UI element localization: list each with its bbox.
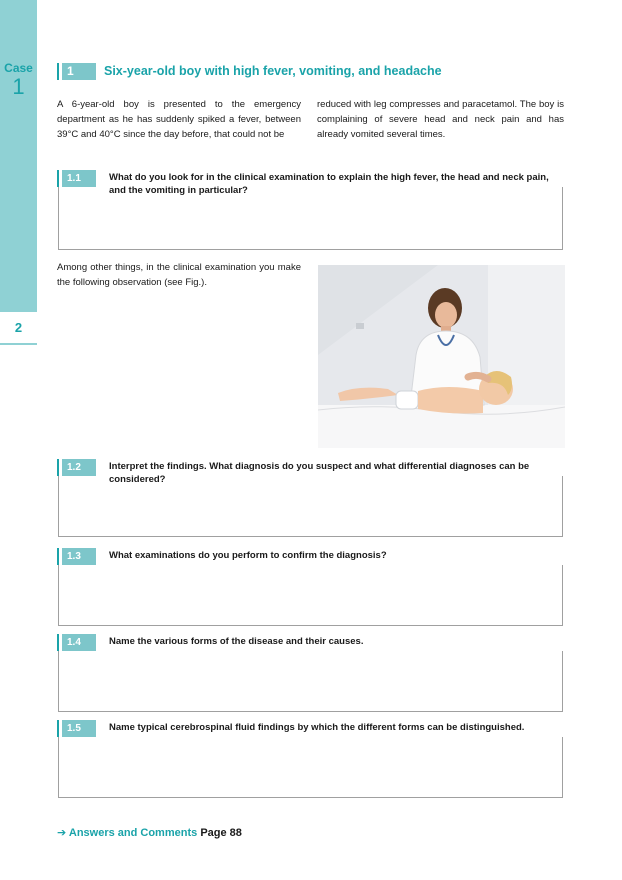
case-label: Case	[4, 61, 33, 75]
accent-bar	[57, 548, 59, 565]
clinical-photo-illustration	[318, 265, 565, 448]
answers-link-text: Answers and Comments	[68, 827, 198, 839]
answers-link[interactable]	[57, 826, 242, 839]
accent-bar	[57, 459, 59, 476]
sidebar-tab	[0, 0, 37, 310]
question-1-5	[57, 720, 567, 737]
question-text: Name typical cerebrospinal fluid findings by which the different forms can be distinguished.	[109, 722, 525, 733]
question-1-4	[57, 634, 567, 651]
answer-box-1-1[interactable]	[58, 187, 563, 250]
question-number: 1.2	[62, 459, 96, 476]
question-text: Name the various forms of the disease and their causes.	[109, 636, 364, 647]
accent-bar	[57, 634, 59, 651]
answer-box-1-2[interactable]	[58, 476, 563, 537]
arrow-right-icon: ➔	[57, 827, 67, 839]
question-number: 1.3	[62, 548, 96, 565]
case-title: Six-year-old boy with high fever, vomiting, and headache	[104, 64, 442, 78]
accent-bar	[57, 170, 59, 187]
page-number: 2	[14, 320, 23, 335]
answer-box-1-5[interactable]	[58, 737, 563, 798]
question-1-1	[57, 170, 567, 196]
answer-box-1-3[interactable]	[58, 565, 563, 626]
question-text: Interpret the findings. What diagnosis do you suspect and what differential diagnoses can be considered?	[109, 461, 530, 485]
answers-page-ref: Page 88	[200, 827, 242, 839]
case-header	[57, 63, 567, 80]
question-1-2	[57, 459, 567, 485]
question-number: 1.4	[62, 634, 96, 651]
question-text: What do you look for in the clinical examination to explain the high fever, the head and neck pain, and the vomiting in particular?	[109, 172, 549, 196]
accent-bar	[57, 720, 59, 737]
question-number: 1.5	[62, 720, 96, 737]
intro-column-1: A 6-year-old boy is presented to the emergency department as he has suddenly spiked a fever, between 39°C and 40°C since the day before, that could not be	[57, 99, 301, 140]
case-number-box: 1	[62, 63, 96, 80]
accent-bar	[57, 63, 59, 80]
observation-text: Among other things, in the clinical examination you make the following observation (see Fig.).	[57, 262, 301, 288]
sidebar-divider-bottom	[0, 343, 37, 345]
question-number: 1.1	[62, 170, 96, 187]
question-1-3	[57, 548, 567, 565]
intro-column-2: reduced with leg compresses and paracetamol. The boy is complaining of severe head and neck pain and has already vomited several times.	[317, 99, 564, 140]
question-text: What examinations do you perform to confirm the diagnosis?	[109, 550, 387, 561]
case-tab-number: 1	[12, 74, 25, 99]
answer-box-1-4[interactable]	[58, 651, 563, 712]
case-tab-label	[0, 62, 37, 99]
clinical-photo	[318, 265, 565, 448]
sidebar-divider-top	[0, 310, 37, 312]
